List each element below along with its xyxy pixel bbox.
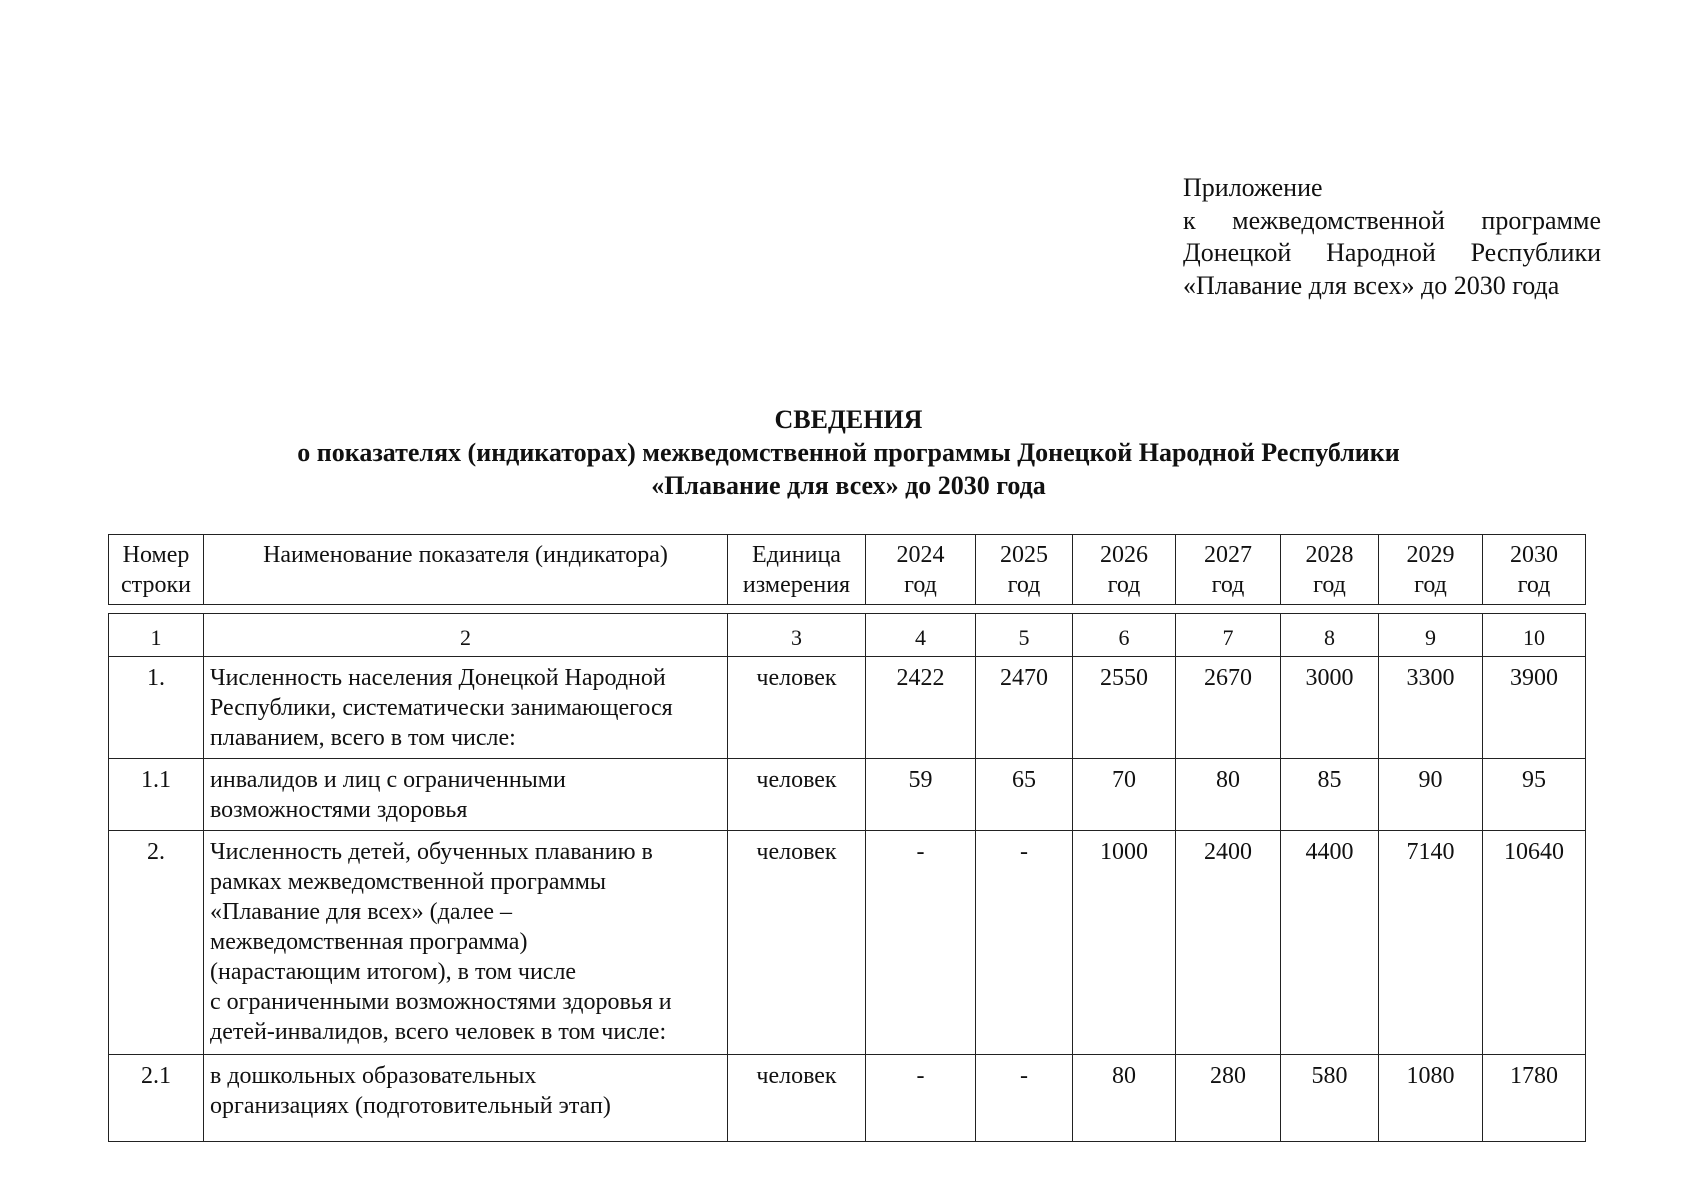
indicators-table-header xyxy=(108,534,1586,605)
value-2024: 59 xyxy=(866,759,976,831)
unit-cell: человек xyxy=(728,831,866,1055)
value-2024: - xyxy=(866,831,976,1055)
title-heading: СВЕДЕНИЯ xyxy=(774,405,923,434)
header-year-2028: 2028 год xyxy=(1281,535,1379,605)
value-2030: 3900 xyxy=(1483,657,1586,759)
title-subtitle-1: о показателях (индикаторах) межведомственной программы Донецкой Народной Республики xyxy=(297,438,1400,467)
header-year-2029: 2029 год xyxy=(1379,535,1483,605)
row-number: 2. xyxy=(109,831,204,1055)
row-number: 1.1 xyxy=(109,759,204,831)
indicator-name: Численность детей, обученных плаванию в рамках межведомственной программы «Плавание для всех» (далее – межведомственная программа) (нарастающим итогом), в том числе с ограниченными возможностями здоровья и детей-инвалидов, всего человек в том числе: xyxy=(204,831,728,1055)
value-2030: 1780 xyxy=(1483,1055,1586,1142)
value-2025: 2470 xyxy=(976,657,1073,759)
column-number: 7 xyxy=(1176,614,1281,657)
title-subtitle-2: «Плавание для всех» до 2030 года xyxy=(651,471,1046,500)
value-2029: 7140 xyxy=(1379,831,1483,1055)
indicator-name: в дошкольных образовательных организациях (подготовительный этап) xyxy=(204,1055,728,1142)
table-row xyxy=(109,759,1586,831)
value-2026: 1000 xyxy=(1073,831,1176,1055)
column-number: 4 xyxy=(866,614,976,657)
value-2028: 580 xyxy=(1281,1055,1379,1142)
value-2027: 80 xyxy=(1176,759,1281,831)
header-year-2024: 2024 год xyxy=(866,535,976,605)
value-2029: 1080 xyxy=(1379,1055,1483,1142)
column-number: 1 xyxy=(109,614,204,657)
value-2024: - xyxy=(866,1055,976,1142)
unit-cell: человек xyxy=(728,1055,866,1142)
header-year-2026: 2026 год xyxy=(1073,535,1176,605)
column-number: 2 xyxy=(204,614,728,657)
appendix-block xyxy=(1183,172,1601,302)
value-2030: 10640 xyxy=(1483,831,1586,1055)
appendix-line-4: «Плавание для всех» до 2030 года xyxy=(1183,270,1560,300)
value-2026: 80 xyxy=(1073,1055,1176,1142)
column-number: 9 xyxy=(1379,614,1483,657)
value-2029: 3300 xyxy=(1379,657,1483,759)
value-2030: 95 xyxy=(1483,759,1586,831)
column-number: 5 xyxy=(976,614,1073,657)
table-row xyxy=(109,657,1586,759)
row-number: 2.1 xyxy=(109,1055,204,1142)
column-numbers-row xyxy=(109,614,1586,657)
unit-cell: человек xyxy=(728,657,866,759)
header-year-2030: 2030 год xyxy=(1483,535,1586,605)
column-number: 6 xyxy=(1073,614,1176,657)
header-year-2027: 2027 год xyxy=(1176,535,1281,605)
appendix-line-1: Приложение xyxy=(1183,173,1323,202)
value-2025: - xyxy=(976,831,1073,1055)
value-2027: 280 xyxy=(1176,1055,1281,1142)
value-2028: 4400 xyxy=(1281,831,1379,1055)
header-indicator-name: Наименование показателя (индикатора) xyxy=(204,535,728,605)
value-2028: 3000 xyxy=(1281,657,1379,759)
indicator-name: Численность населения Донецкой Народной Республики, систематически занимающегося плаванием, всего в том числе: xyxy=(204,657,728,759)
appendix-line-3: Донецкой Народной Республики xyxy=(1183,238,1601,267)
document-title xyxy=(0,403,1697,502)
indicator-name: инвалидов и лиц с ограниченными возможностями здоровья xyxy=(204,759,728,831)
table-row xyxy=(109,831,1586,1055)
column-number: 10 xyxy=(1483,614,1586,657)
value-2028: 85 xyxy=(1281,759,1379,831)
table-row xyxy=(109,1055,1586,1142)
row-number: 1. xyxy=(109,657,204,759)
value-2026: 70 xyxy=(1073,759,1176,831)
value-2026: 2550 xyxy=(1073,657,1176,759)
unit-cell: человек xyxy=(728,759,866,831)
value-2029: 90 xyxy=(1379,759,1483,831)
value-2025: 65 xyxy=(976,759,1073,831)
value-2024: 2422 xyxy=(866,657,976,759)
value-2027: 2670 xyxy=(1176,657,1281,759)
appendix-line-2: к межведомственной программе xyxy=(1183,205,1601,235)
value-2027: 2400 xyxy=(1176,831,1281,1055)
column-number: 8 xyxy=(1281,614,1379,657)
header-unit: Единица измерения xyxy=(728,535,866,605)
header-row-number: Номер строки xyxy=(109,535,204,605)
column-number: 3 xyxy=(728,614,866,657)
indicators-table-body xyxy=(108,613,1586,1142)
header-year-2025: 2025 год xyxy=(976,535,1073,605)
value-2025: - xyxy=(976,1055,1073,1142)
